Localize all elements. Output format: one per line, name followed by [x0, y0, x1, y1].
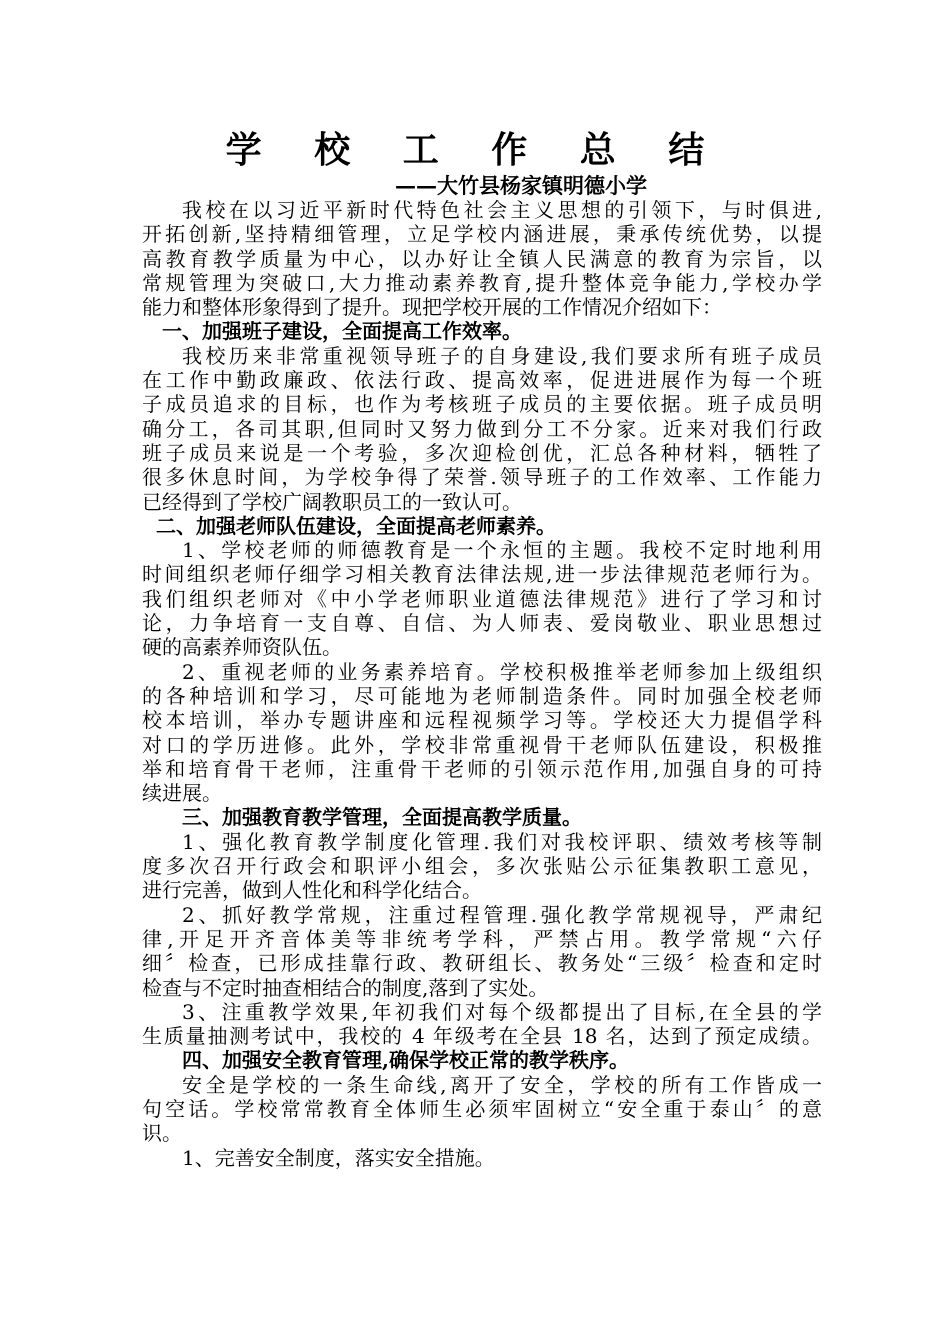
body-text-line: 句空话。学校常常教育全体师生必须牢固树立“安全重于泰山〞的意 — [142, 1096, 822, 1121]
body-text-line: 时间组织老师仔细学习相关教育法律法规,进一步法律规范老师行为。 — [142, 562, 822, 587]
body-text-line: 3、注重教学效果,年初我们对每个级都提出了目标,在全县的学 — [182, 999, 822, 1024]
body-text-line: 硬的高素养师资队伍。 — [142, 635, 342, 660]
body-text-line: 我校在以习近平新时代特色社会主义思想的引领下，与时俱进, — [182, 198, 822, 222]
body-text-line: 确分工，各司其职,但同时又努力做到分工不分家。近来对我们行政 — [142, 416, 822, 441]
body-text-line: 生质量抽测考试中，我校的 4 年级考在全县 18 名，达到了预定成绩。 — [142, 1024, 822, 1049]
body-text-line: 在工作中勤政廉政、依法行政、提高效率，促进进展作为每一个班 — [142, 368, 822, 393]
body-text-line: 班子成员来说是一个考验，多次迎检创优，汇总各种材料，牺牲了 — [142, 440, 822, 465]
body-text-line: 能力和整体形象得到了提升。现把学校开展的工作情况介绍如下： — [142, 295, 722, 320]
body-text-line: 安全是学校的一条生命线,离开了安全，学校的所有工作皆成一 — [182, 1072, 822, 1097]
body-text-line: 我校历来非常重视领导班子的自身建设,我们要求所有班子成员 — [182, 343, 822, 368]
body-text-line: 1、强化教育教学制度化管理.我们对我校评职、绩效考核等制 — [182, 829, 822, 854]
section-heading: 三、加强教育教学管理，全面提高教学质量。 — [182, 805, 582, 830]
body-text-line: 检查与不定时抽查相结合的制度,落到了实处。 — [142, 975, 549, 1000]
body-text-line: 细〞检查，已形成挂靠行政、教研组长、教务处“三级〞检查和定时 — [142, 951, 822, 976]
body-text-line: 律,开足开齐音体美等非统考学科，严禁占用。教学常规“六仔 — [142, 926, 822, 951]
document-body — [142, 198, 822, 1170]
section-heading: 四、加强安全教育管理,确保学校正常的教学秩序。 — [182, 1048, 629, 1073]
body-text-line: 进行完善，做到人性化和科学化结合。 — [142, 878, 482, 903]
body-text-line: 的各种培训和学习，尽可能地为老师制造条件。同时加强全校老师 — [142, 683, 822, 708]
body-text-line: 子成员追求的目标，也作为考核班子成员的主要依据。班子成员明 — [142, 392, 822, 417]
body-text-line: 我们组织老师对《中小学老师职业道德法律规范》进行了学习和讨 — [142, 586, 822, 611]
body-text-line: 续进展。 — [142, 781, 222, 806]
body-text-line: 对口的学历进修。此外，学校非常重视骨干老师队伍建设，积极推 — [142, 732, 822, 757]
body-text-line: 已经得到了学校广阔教职员工的一致认可。 — [142, 489, 522, 514]
body-text-line: 开拓创新,坚持精细管理，立足学校内涵进展，秉承传统优势，以提 — [142, 222, 822, 247]
body-text-line: 校本培训，举办专题讲座和远程视频学习等。学校还大力提倡学科 — [142, 708, 822, 733]
body-text-line: 论，力争培育一支自尊、自信、为人师表、爱岗敬业、职业思想过 — [142, 611, 822, 636]
section-heading: 二、加强老师队伍建设，全面提高老师素养。 — [156, 513, 556, 538]
body-text-line: 举和培育骨干老师，注重骨干老师的引领示范作用,加强自身的可持 — [142, 756, 822, 781]
document-subtitle: ——大竹县杨家镇明德小学 — [395, 173, 647, 198]
body-text-line: 高教育教学质量为中心，以办好让全镇人民满意的教育为宗旨，以 — [142, 246, 822, 271]
body-text-line: 很多休息时间，为学校争得了荣誉.领导班子的工作效率、工作能力 — [142, 465, 822, 490]
body-text-line: 1、学校老师的师德教育是一个永恒的主题。我校不定时地利用 — [182, 538, 822, 563]
body-text-line: 2、抓好教学常规，注重过程管理.强化教学常规视导，严肃纪 — [182, 902, 822, 927]
body-text-line: 1、完善安全制度，落实安全措施。 — [182, 1145, 495, 1170]
section-heading: 一、加强班子建设，全面提高工作效率。 — [162, 319, 522, 344]
body-text-line: 识。 — [142, 1121, 182, 1146]
body-text-line: 常规管理为突破口,大力推动素养教育,提升整体竞争能力,学校办学 — [142, 270, 822, 295]
document-title: 学 校 工 作 总 结 — [225, 129, 725, 171]
body-text-line: 2、重视老师的业务素养培育。学校积极推举老师参加上级组织 — [182, 659, 822, 684]
body-text-line: 度多次召开行政会和职评小组会，多次张贴公示征集教职工意见， — [142, 854, 822, 879]
